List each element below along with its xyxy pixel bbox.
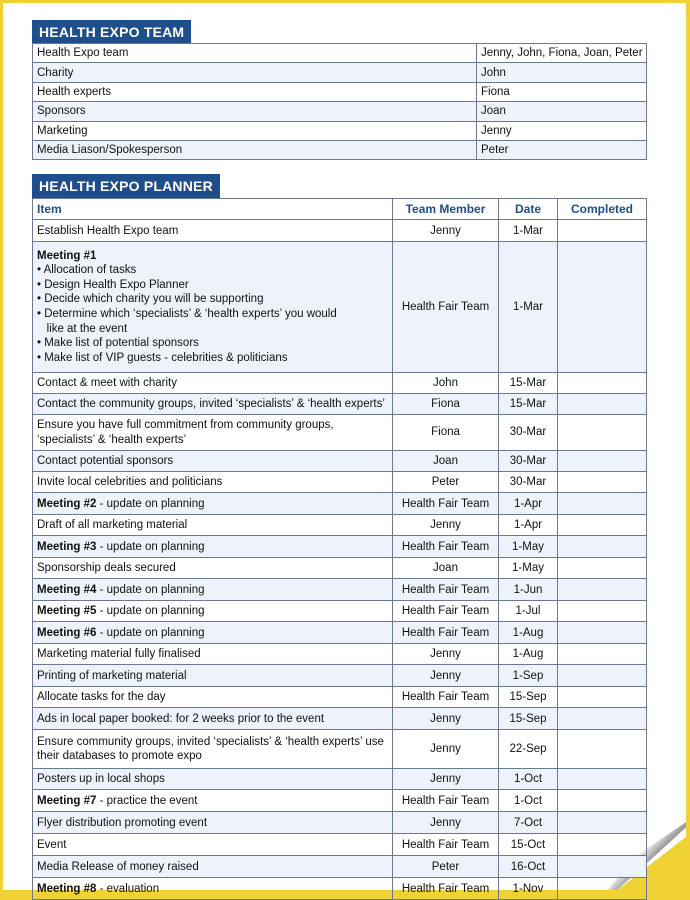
item-text: - update on planning (96, 583, 205, 596)
planner-team-member: Jenny (393, 812, 499, 834)
planner-completed-cell[interactable] (558, 601, 647, 622)
planner-row (33, 601, 647, 622)
planner-row (33, 878, 647, 900)
item-text: - update on planning (96, 497, 205, 510)
item-text: Ensure you have full commitment from community groups, ‘specialists’ & ‘health experts’ (37, 419, 334, 446)
planner-completed-cell[interactable] (558, 558, 647, 579)
meeting-label: Meeting #5 (37, 605, 97, 617)
planner-row (33, 856, 647, 878)
meeting-label: Meeting #4 (37, 583, 97, 596)
planner-date: 15-Sep (499, 708, 558, 730)
planner-row (33, 622, 647, 644)
planner-completed-cell[interactable] (558, 790, 647, 812)
planner-team-member: Jenny (393, 644, 499, 665)
planner-row (33, 515, 647, 536)
planner-date: 30-Mar (499, 415, 558, 451)
planner-date: 30-Mar (499, 472, 558, 493)
planner-item (33, 515, 393, 536)
planner-date: 1-Nov (499, 878, 558, 900)
planner-team-member: Health Fair Team (393, 601, 499, 622)
planner-team-member: Peter (393, 856, 499, 878)
planner-completed-cell[interactable] (558, 730, 647, 769)
planner-item (33, 622, 393, 644)
planner-row (33, 415, 647, 451)
planner-item (33, 790, 393, 812)
planner-team-member: Joan (393, 558, 499, 579)
team-row (33, 82, 647, 101)
planner-completed-cell[interactable] (558, 242, 647, 373)
planner-completed-cell[interactable] (558, 856, 647, 878)
planner-row (33, 579, 647, 601)
planner-date: 1-Jul (499, 601, 558, 622)
planner-item (33, 601, 393, 622)
team-role: Health Expo team (33, 44, 477, 63)
planner-row (33, 665, 647, 687)
agenda-bullet: • Allocation of tasks (37, 264, 137, 277)
planner-completed-cell[interactable] (558, 708, 647, 730)
planner-item (33, 708, 393, 730)
team-member-name: Peter (477, 140, 647, 159)
item-text: Allocate tasks for the day (37, 691, 166, 703)
planner-completed-cell[interactable] (558, 644, 647, 665)
team-row (33, 121, 647, 140)
planner-date: 15-Mar (499, 394, 558, 415)
planner-completed-cell[interactable] (558, 834, 647, 856)
planner-completed-cell[interactable] (558, 373, 647, 394)
planner-team-member: Health Fair Team (393, 687, 499, 708)
team-row (33, 140, 647, 159)
planner-date: 1-Apr (499, 493, 558, 515)
team-row (33, 63, 647, 82)
planner-item (33, 687, 393, 708)
planner-item (33, 493, 393, 515)
meeting-label: Meeting #7 (37, 794, 97, 807)
planner-completed-cell[interactable] (558, 536, 647, 558)
item-text: - practice the event (96, 794, 198, 807)
team-table (32, 43, 647, 160)
planner-date: 22-Sep (499, 730, 558, 769)
planner-date: 1-May (499, 536, 558, 558)
planner-item (33, 730, 393, 769)
planner-team-member: Fiona (393, 415, 499, 451)
planner-completed-cell[interactable] (558, 220, 647, 242)
planner-row (33, 834, 647, 856)
planner-item (33, 769, 393, 790)
planner-team-member: Peter (393, 472, 499, 493)
meeting-label: Meeting #8 (37, 882, 97, 895)
planner-item (33, 220, 393, 242)
planner-table (32, 198, 647, 900)
item-text: Sponsorship deals secured (37, 562, 176, 574)
planner-item (33, 856, 393, 878)
planner-completed-cell[interactable] (558, 472, 647, 493)
agenda-bullet: • Make list of potential sponsors (37, 337, 199, 350)
meeting-label: Meeting #2 (37, 497, 97, 510)
planner-row (33, 644, 647, 665)
item-text: Draft of all marketing material (37, 519, 188, 531)
planner-completed-cell[interactable] (558, 515, 647, 536)
planner-header-row (33, 199, 647, 220)
agenda-bullet: • Determine which ‘specialists’ & ‘health experts’ you would (37, 308, 337, 320)
planner-date: 16-Oct (499, 856, 558, 878)
planner-completed-cell[interactable] (558, 493, 647, 515)
team-row (33, 44, 647, 63)
planner-date: 1-Oct (499, 769, 558, 790)
planner-row (33, 373, 647, 394)
planner-row (33, 394, 647, 415)
team-role: Marketing (33, 121, 477, 140)
item-text: Contact potential sponsors (37, 455, 174, 467)
planner-team-member: Health Fair Team (393, 579, 499, 601)
team-section-title: HEALTH EXPO TEAM (32, 20, 191, 44)
meeting-label: Meeting #6 (37, 626, 97, 639)
planner-item (33, 394, 393, 415)
planner-row (33, 472, 647, 493)
planner-team-member: Health Fair Team (393, 536, 499, 558)
item-text: Contact & meet with charity (37, 377, 177, 389)
planner-team-member: Health Fair Team (393, 493, 499, 515)
team-role: Sponsors (33, 102, 477, 121)
item-text: Event (37, 838, 67, 851)
item-text: - evaluation (96, 882, 160, 895)
planner-team-member: Health Fair Team (393, 790, 499, 812)
planner-date: 15-Mar (499, 373, 558, 394)
planner-team-member: Health Fair Team (393, 242, 499, 373)
planner-date: 1-Apr (499, 515, 558, 536)
planner-section-title: HEALTH EXPO PLANNER (32, 174, 220, 198)
planner-item (33, 834, 393, 856)
planner-date: 1-Mar (499, 242, 558, 373)
planner-date: 30-Mar (499, 451, 558, 472)
planner-completed-cell[interactable] (558, 451, 647, 472)
planner-row (33, 687, 647, 708)
planner-date: 15-Sep (499, 687, 558, 708)
planner-row (33, 242, 647, 373)
meeting-label: Meeting #1 (37, 249, 97, 262)
agenda-bullet: • Design Health Expo Planner (37, 278, 189, 291)
agenda-bullet: • Make list of VIP guests - celebrities & politicians (37, 351, 288, 364)
planner-date: 1-Aug (499, 622, 558, 644)
header-date: Date (499, 199, 558, 220)
planner-date: 7-Oct (499, 812, 558, 834)
item-text: Printing of marketing material (37, 669, 187, 682)
planner-completed-cell[interactable] (558, 687, 647, 708)
header-team-member: Team Member (393, 199, 499, 220)
planner-date: 1-Aug (499, 644, 558, 665)
planner-completed-cell[interactable] (558, 665, 647, 687)
planner-team-member: Joan (393, 451, 499, 472)
header-completed: Completed (558, 199, 647, 220)
planner-completed-cell[interactable] (558, 579, 647, 601)
planner-row (33, 220, 647, 242)
agenda-bullet: • Decide which charity you will be supporting (37, 293, 264, 306)
planner-row (33, 558, 647, 579)
planner-item (33, 878, 393, 900)
planner-item (33, 665, 393, 687)
planner-item (33, 644, 393, 665)
team-role: Health experts (33, 82, 477, 101)
planner-item (33, 536, 393, 558)
planner-date: 1-Jun (499, 579, 558, 601)
item-text: Contact the community groups, invited ‘specialists’ & ‘health experts’ (37, 398, 385, 410)
planner-team-member: Jenny (393, 769, 499, 790)
team-member-name: Jenny (477, 121, 647, 140)
planner-completed-cell[interactable] (558, 769, 647, 790)
planner-item (33, 415, 393, 451)
planner-team-member: Health Fair Team (393, 878, 499, 900)
item-text: Posters up in local shops (37, 773, 165, 785)
planner-row (33, 708, 647, 730)
meeting-agenda-list (37, 263, 388, 365)
planner-date: 15-Oct (499, 834, 558, 856)
item-text: Ensure community groups, invited ‘specialists’ & ‘health experts’ use their databases to promote expo (37, 735, 384, 762)
team-role: Charity (33, 63, 477, 82)
planner-team-member: Fiona (393, 394, 499, 415)
planner-row (33, 493, 647, 515)
team-row (33, 102, 647, 121)
planner-item (33, 242, 393, 373)
item-text: - update on planning (96, 605, 205, 617)
team-member-name: Fiona (477, 82, 647, 101)
item-text: - update on planning (96, 540, 205, 553)
planner-team-member: Jenny (393, 220, 499, 242)
planner-item (33, 812, 393, 834)
planner-row (33, 812, 647, 834)
planner-row (33, 536, 647, 558)
planner-completed-cell[interactable] (558, 415, 647, 451)
planner-team-member: Jenny (393, 730, 499, 769)
item-text: Media Release of money raised (37, 860, 199, 873)
team-member-name: John (477, 63, 647, 82)
planner-item (33, 472, 393, 493)
team-role: Media Liason/Spokesperson (33, 140, 477, 159)
planner-completed-cell[interactable] (558, 394, 647, 415)
planner-team-member: Jenny (393, 665, 499, 687)
planner-row (33, 769, 647, 790)
planner-completed-cell[interactable] (558, 878, 647, 900)
planner-date: 1-May (499, 558, 558, 579)
item-text: Flyer distribution promoting event (37, 816, 208, 829)
header-item: Item (33, 199, 393, 220)
planner-item (33, 579, 393, 601)
planner-team-member: Jenny (393, 708, 499, 730)
planner-team-member: Jenny (393, 515, 499, 536)
planner-date: 1-Sep (499, 665, 558, 687)
planner-row (33, 790, 647, 812)
planner-row (33, 451, 647, 472)
planner-row (33, 730, 647, 769)
team-member-name: Joan (477, 102, 647, 121)
planner-item (33, 558, 393, 579)
planner-team-member: Health Fair Team (393, 834, 499, 856)
item-text: Establish Health Expo team (37, 224, 179, 237)
item-text: Marketing material fully finalised (37, 648, 201, 660)
planner-completed-cell[interactable] (558, 622, 647, 644)
item-text: - update on planning (96, 626, 205, 639)
item-text: Invite local celebrities and politicians (37, 476, 223, 488)
agenda-bullet: like at the event (37, 322, 128, 335)
planner-team-member: Health Fair Team (393, 622, 499, 644)
planner-team-member: John (393, 373, 499, 394)
team-member-name: Jenny, John, Fiona, Joan, Peter (477, 44, 647, 63)
item-text: Ads in local paper booked: for 2 weeks prior to the event (37, 712, 325, 725)
planner-item (33, 373, 393, 394)
planner-item (33, 451, 393, 472)
planner-date: 1-Mar (499, 220, 558, 242)
planner-completed-cell[interactable] (558, 812, 647, 834)
planner-date: 1-Oct (499, 790, 558, 812)
meeting-label: Meeting #3 (37, 540, 97, 553)
